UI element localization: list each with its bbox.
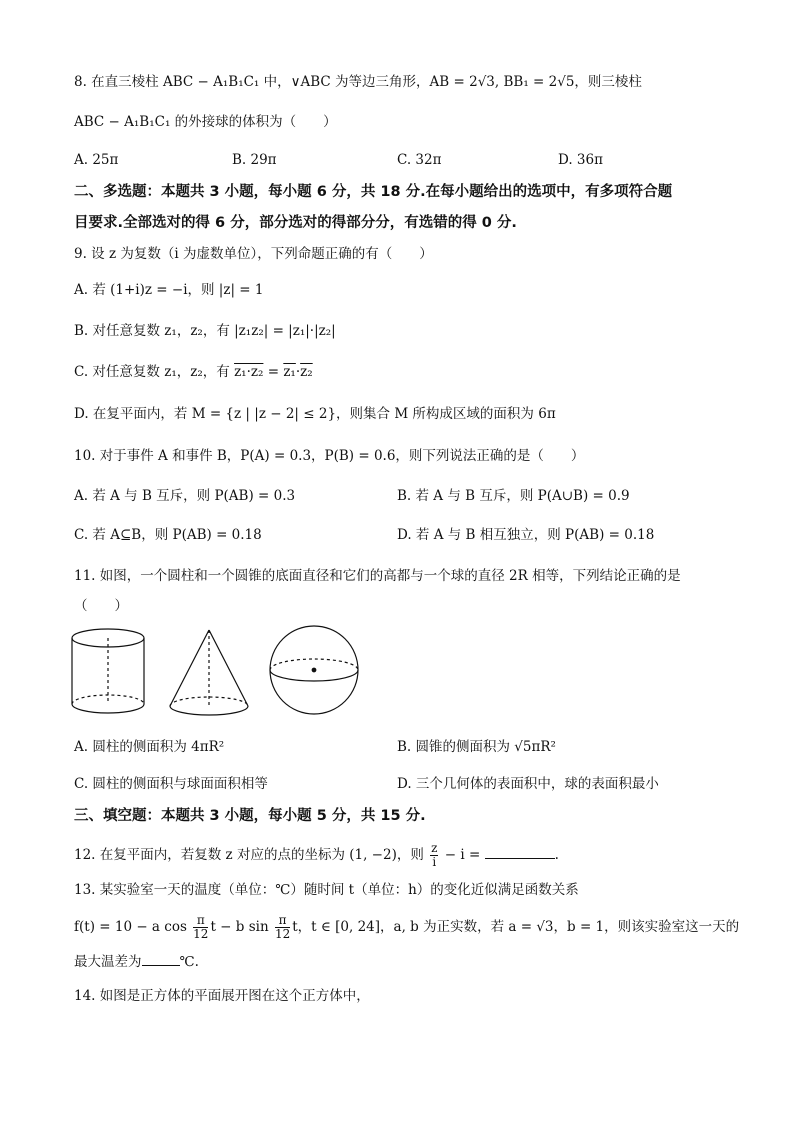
q12-fraction-numerator: z xyxy=(431,841,438,855)
q13-f-prefix: f(t) = 10 − a cos xyxy=(74,919,192,935)
q9-option-b: B. 对任意复数 z₁，z₂，有 |z₁z₂| = |z₁|·|z₂| xyxy=(74,323,336,339)
q13-f-middle: t − b sin xyxy=(210,919,273,935)
q12-line xyxy=(74,842,559,869)
q13-fraction-2-denominator: 12 xyxy=(274,927,291,941)
q13-fraction-1 xyxy=(193,914,208,941)
q11-option-d: D. 三个几何体的表面积中，球的表面积最小 xyxy=(397,776,659,792)
q13-line3 xyxy=(74,951,199,972)
q9-option-c-rhs2: z₂ xyxy=(300,364,313,380)
q13-f-suffix: t，t ∈ [0, 24]，a, b 为正实数，若 a = √3，b = 1，则该实验室这一天的 xyxy=(292,919,740,935)
section2-heading-line2: 目要求.全部选对的得 6 分，部分选对的得部分分，有选错的得 0 分. xyxy=(74,215,517,231)
q10-option-c: C. 若 A⊆B，则 P(AB) = 0.18 xyxy=(74,527,262,543)
q13-line3-suffix: ℃. xyxy=(179,954,199,970)
q12-fraction-denominator: i xyxy=(432,855,437,869)
cone-figure xyxy=(170,630,248,715)
q12-fraction xyxy=(430,842,438,869)
q9-option-c-lhs: z₁·z₂ xyxy=(234,364,264,380)
q14-line1: 14. 如图是正方体的平面展开图在这个正方体中， xyxy=(74,988,370,1004)
q10-option-b: B. 若 A 与 B 互斥，则 P(A∪B) = 0.9 xyxy=(397,488,630,504)
q8-option-b: B. 29π xyxy=(232,152,277,168)
q13-fraction-2-numerator: π xyxy=(275,914,290,928)
q9-option-c-prefix: C. 对任意复数 z₁，z₂，有 xyxy=(74,364,235,380)
q11-line2: （ ） xyxy=(74,598,128,614)
section2-heading-line1: 二、多选题：本题共 3 小题，每小题 6 分，共 18 分.在每小题给出的选项中，有多项符合题 xyxy=(74,184,673,200)
q13-fraction-1-denominator: 12 xyxy=(193,927,209,941)
q9-option-c-eq: = xyxy=(263,364,284,380)
q9-stem: 9. 设 z 为复数（i 为虚数单位），下列命题正确的有（ ） xyxy=(74,246,433,262)
q10-option-a: A. 若 A 与 B 互斥，则 P(AB) = 0.3 xyxy=(74,488,296,504)
section3-heading: 三、填空题：本题共 3 小题，每小题 5 分，共 15 分. xyxy=(74,808,426,824)
q12-end: . xyxy=(554,847,559,863)
q13-fraction-1-numerator: π xyxy=(193,914,208,928)
q11-option-c: C. 圆柱的侧面积与球面面积相等 xyxy=(74,776,268,792)
q12-middle: − i = xyxy=(440,847,485,863)
q9-option-c xyxy=(74,362,313,382)
q8-line2: ABC − A₁B₁C₁ 的外接球的体积为（ ） xyxy=(74,114,337,130)
q13-answer-blank[interactable] xyxy=(142,951,180,966)
q9-option-c-rhs1: z₁ xyxy=(283,364,296,380)
q11-figure xyxy=(66,624,366,720)
cylinder-figure xyxy=(72,629,144,713)
q8-line1: 8. 在直三棱柱 ABC − A₁B₁C₁ 中，∨ABC 为等边三角形，AB = 2√3, BB₁ = 2√5，则三棱柱 xyxy=(74,74,642,90)
q8-option-a: A. 25π xyxy=(74,152,119,168)
q8-option-c: C. 32π xyxy=(397,152,442,168)
q8-option-d: D. 36π xyxy=(558,152,603,168)
q12-prefix: 12. 在复平面内，若复数 z 对应的点的坐标为 (1, −2)，则 xyxy=(74,847,429,863)
q12-answer-blank[interactable] xyxy=(485,844,555,859)
q13-fraction-2 xyxy=(275,914,290,941)
q10-stem: 10. 对于事件 A 和事件 B，P(A) = 0.3，P(B) = 0.6，则下列说法正确的是（ ） xyxy=(74,448,585,464)
q11-option-b: B. 圆锥的侧面积为 √5πR² xyxy=(397,739,556,755)
q10-option-d: D. 若 A 与 B 相互独立，则 P(AB) = 0.18 xyxy=(397,527,655,543)
q13-line2 xyxy=(74,914,739,941)
q9-option-c-dot: · xyxy=(295,364,301,380)
q13-line1: 13. 某实验室一天的温度（单位：℃）随时间 t（单位：h）的变化近似满足函数关系 xyxy=(74,882,579,898)
q9-option-a: A. 若 (1+i)z = −i，则 |z| = 1 xyxy=(74,282,264,298)
q9-option-d: D. 在复平面内，若 M = {z | |z − 2| ≤ 2}，则集合 M 所构成区域的面积为 6π xyxy=(74,406,556,422)
sphere-figure xyxy=(270,626,358,714)
q11-option-a: A. 圆柱的侧面积为 4πR² xyxy=(74,739,225,755)
q13-line3-prefix: 最大温差为 xyxy=(74,954,142,970)
q11-line1: 11. 如图，一个圆柱和一个圆锥的底面直径和它们的高都与一个球的直径 2R 相等，下列结论正确的是 xyxy=(74,568,681,584)
